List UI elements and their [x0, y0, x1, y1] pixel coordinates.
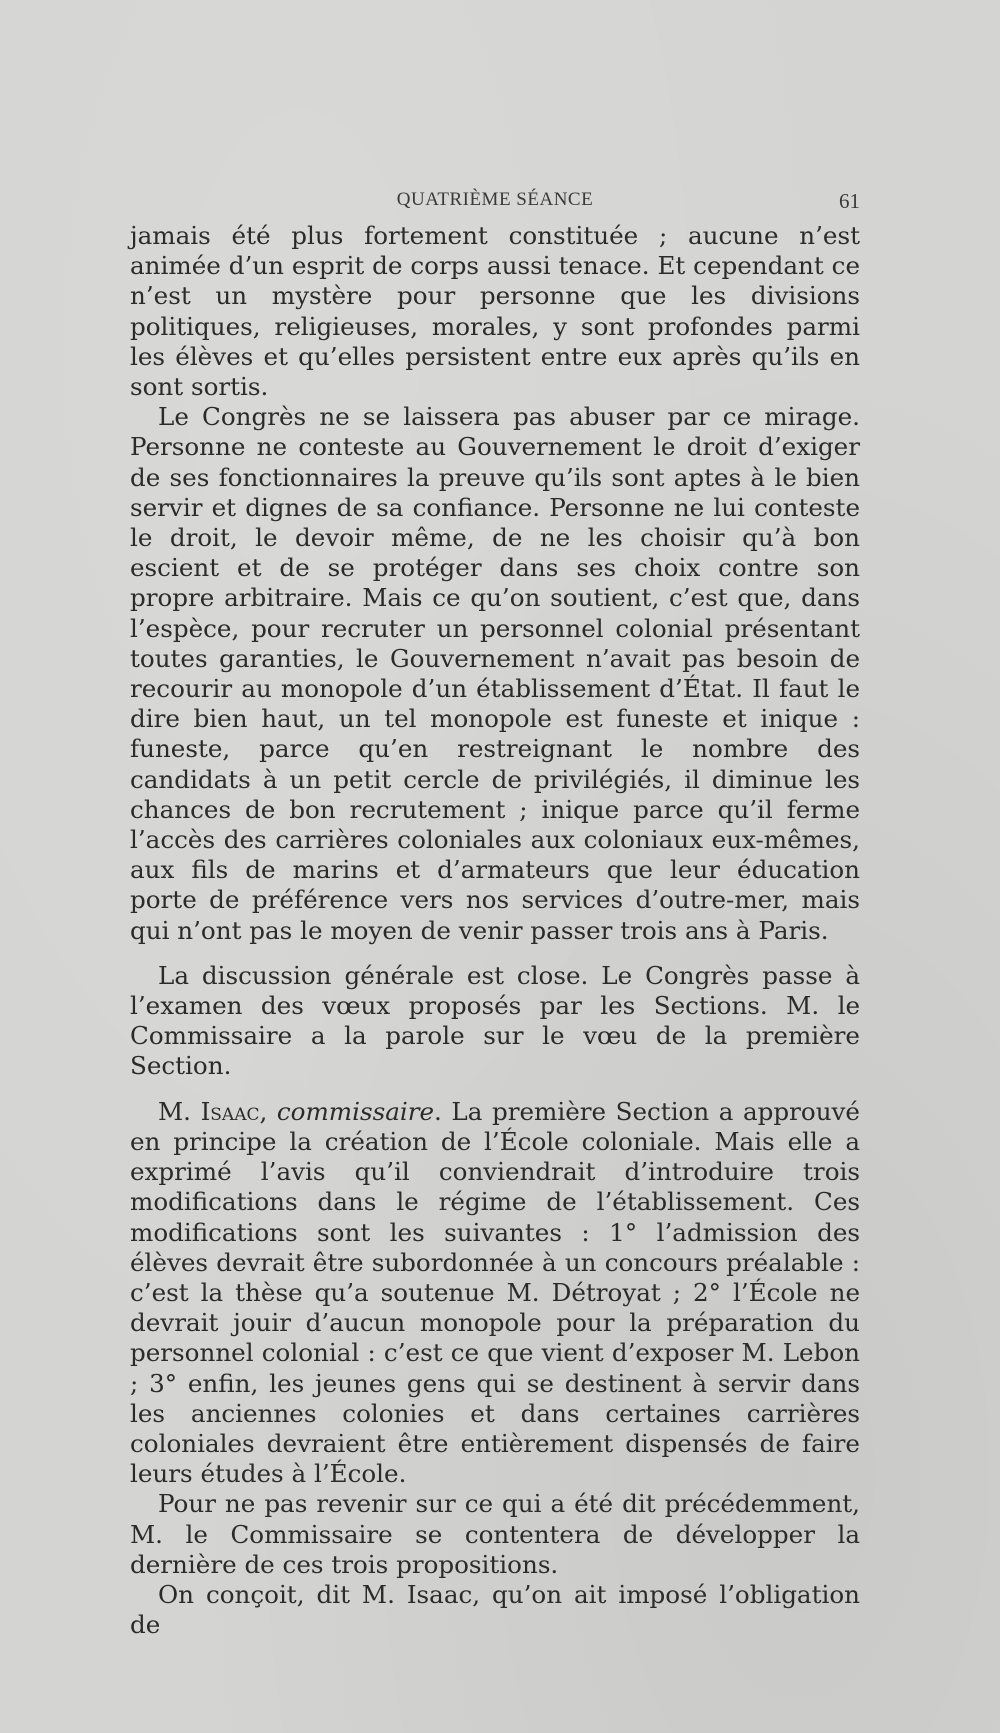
paragraph-pour-ne-pas: Pour ne pas revenir sur ce qui a été dit précédemment, M. le Commissaire se contentera de développer la dernière de ces trois propositions. [130, 1489, 860, 1579]
page-header [130, 189, 860, 215]
speaker-separator: , [259, 1096, 277, 1126]
speaker-role: commissaire [276, 1096, 435, 1126]
paragraph-discussion-close: La discussion générale est close. Le Congrès passe à l’examen des vœux proposés par les Sections. M. le Commissaire a la parole sur le vœu de la première Section. [130, 960, 860, 1081]
speaker-prefix: M. [158, 1096, 201, 1126]
running-title: QUATRIÈME SÉANCE [396, 189, 594, 210]
paragraph-continuation: jamais été plus fortement constituée ; aucune n’est animée d’un esprit de corps aussi tenace. Et cependant ce n’est un mystère pour personne que les divisions politiques, religieuses, morales, y sont profondes parmi les élèves et qu’elles persistent entre eux après qu’ils en sont sortis. [130, 221, 860, 402]
paragraph-congres: Le Congrès ne se laissera pas abuser par ce mirage. Personne ne conteste au Gouvernement le droit d’exiger de ses fonctionnaires la preuve qu’ils sont aptes à le bien servir et dignes de sa confiance. Personne ne lui conteste le droit, le devoir même, de ne les choisir qu’à bon escient et de se protéger dans ses choix contre son propre arbitraire. Mais ce qu’on soutient, c’est que, dans l’espèce, pour recruter un personnel colonial présentant toutes garanties, le Gouvernement n’avait pas besoin de recourir au monopole d’un établissement d’État. Il faut le dire bien haut, un tel monopole est funeste et inique : funeste, parce qu’en restreignant le nombre des candidats à un petit cercle de privilégiés, il diminue les chances de bon recrutement ; inique parce qu’il ferme l’accès des carrières coloniales aux coloniaux eux-mêmes, aux fils de marins et d’armateurs que leur éducation porte de préférence vers nos services d’outre-mer, mais qui n’ont pas le moyen de venir passer trois ans à Paris. [130, 402, 860, 945]
page-number: 61 [839, 189, 860, 213]
isaac-text: . La première Section a approuvé en principe la création de l’École coloniale. Mais elle a exprimé l’avis qu’il conviendrait d’introduire trois modifications dans le régime de l’établissement. Ces modifications sont les suivantes : 1° l’admission des élèves devrait être subordonnée à un concours préalable : c’est la thèse qu’a soutenue M. Détroyat ; 2° l’École ne devrait jouir d’aucun monopole pour la préparation du personnel colonial : c’est ce que vient d’exposer M. Lebon ; 3° enfin, les jeunes gens qui se destinent à servir dans les anciennes colonies et dans certaines carrières coloniales devraient être entièrement dispensés de faire leurs études à l’École. [130, 1096, 860, 1489]
speaker-name: Isaac [200, 1096, 260, 1126]
paragraph-on-concoit: On conçoit, dit M. Isaac, qu’on ait imposé l’obligation de [130, 1579, 860, 1640]
body-text [130, 221, 860, 1640]
paragraph-isaac [130, 1097, 860, 1490]
